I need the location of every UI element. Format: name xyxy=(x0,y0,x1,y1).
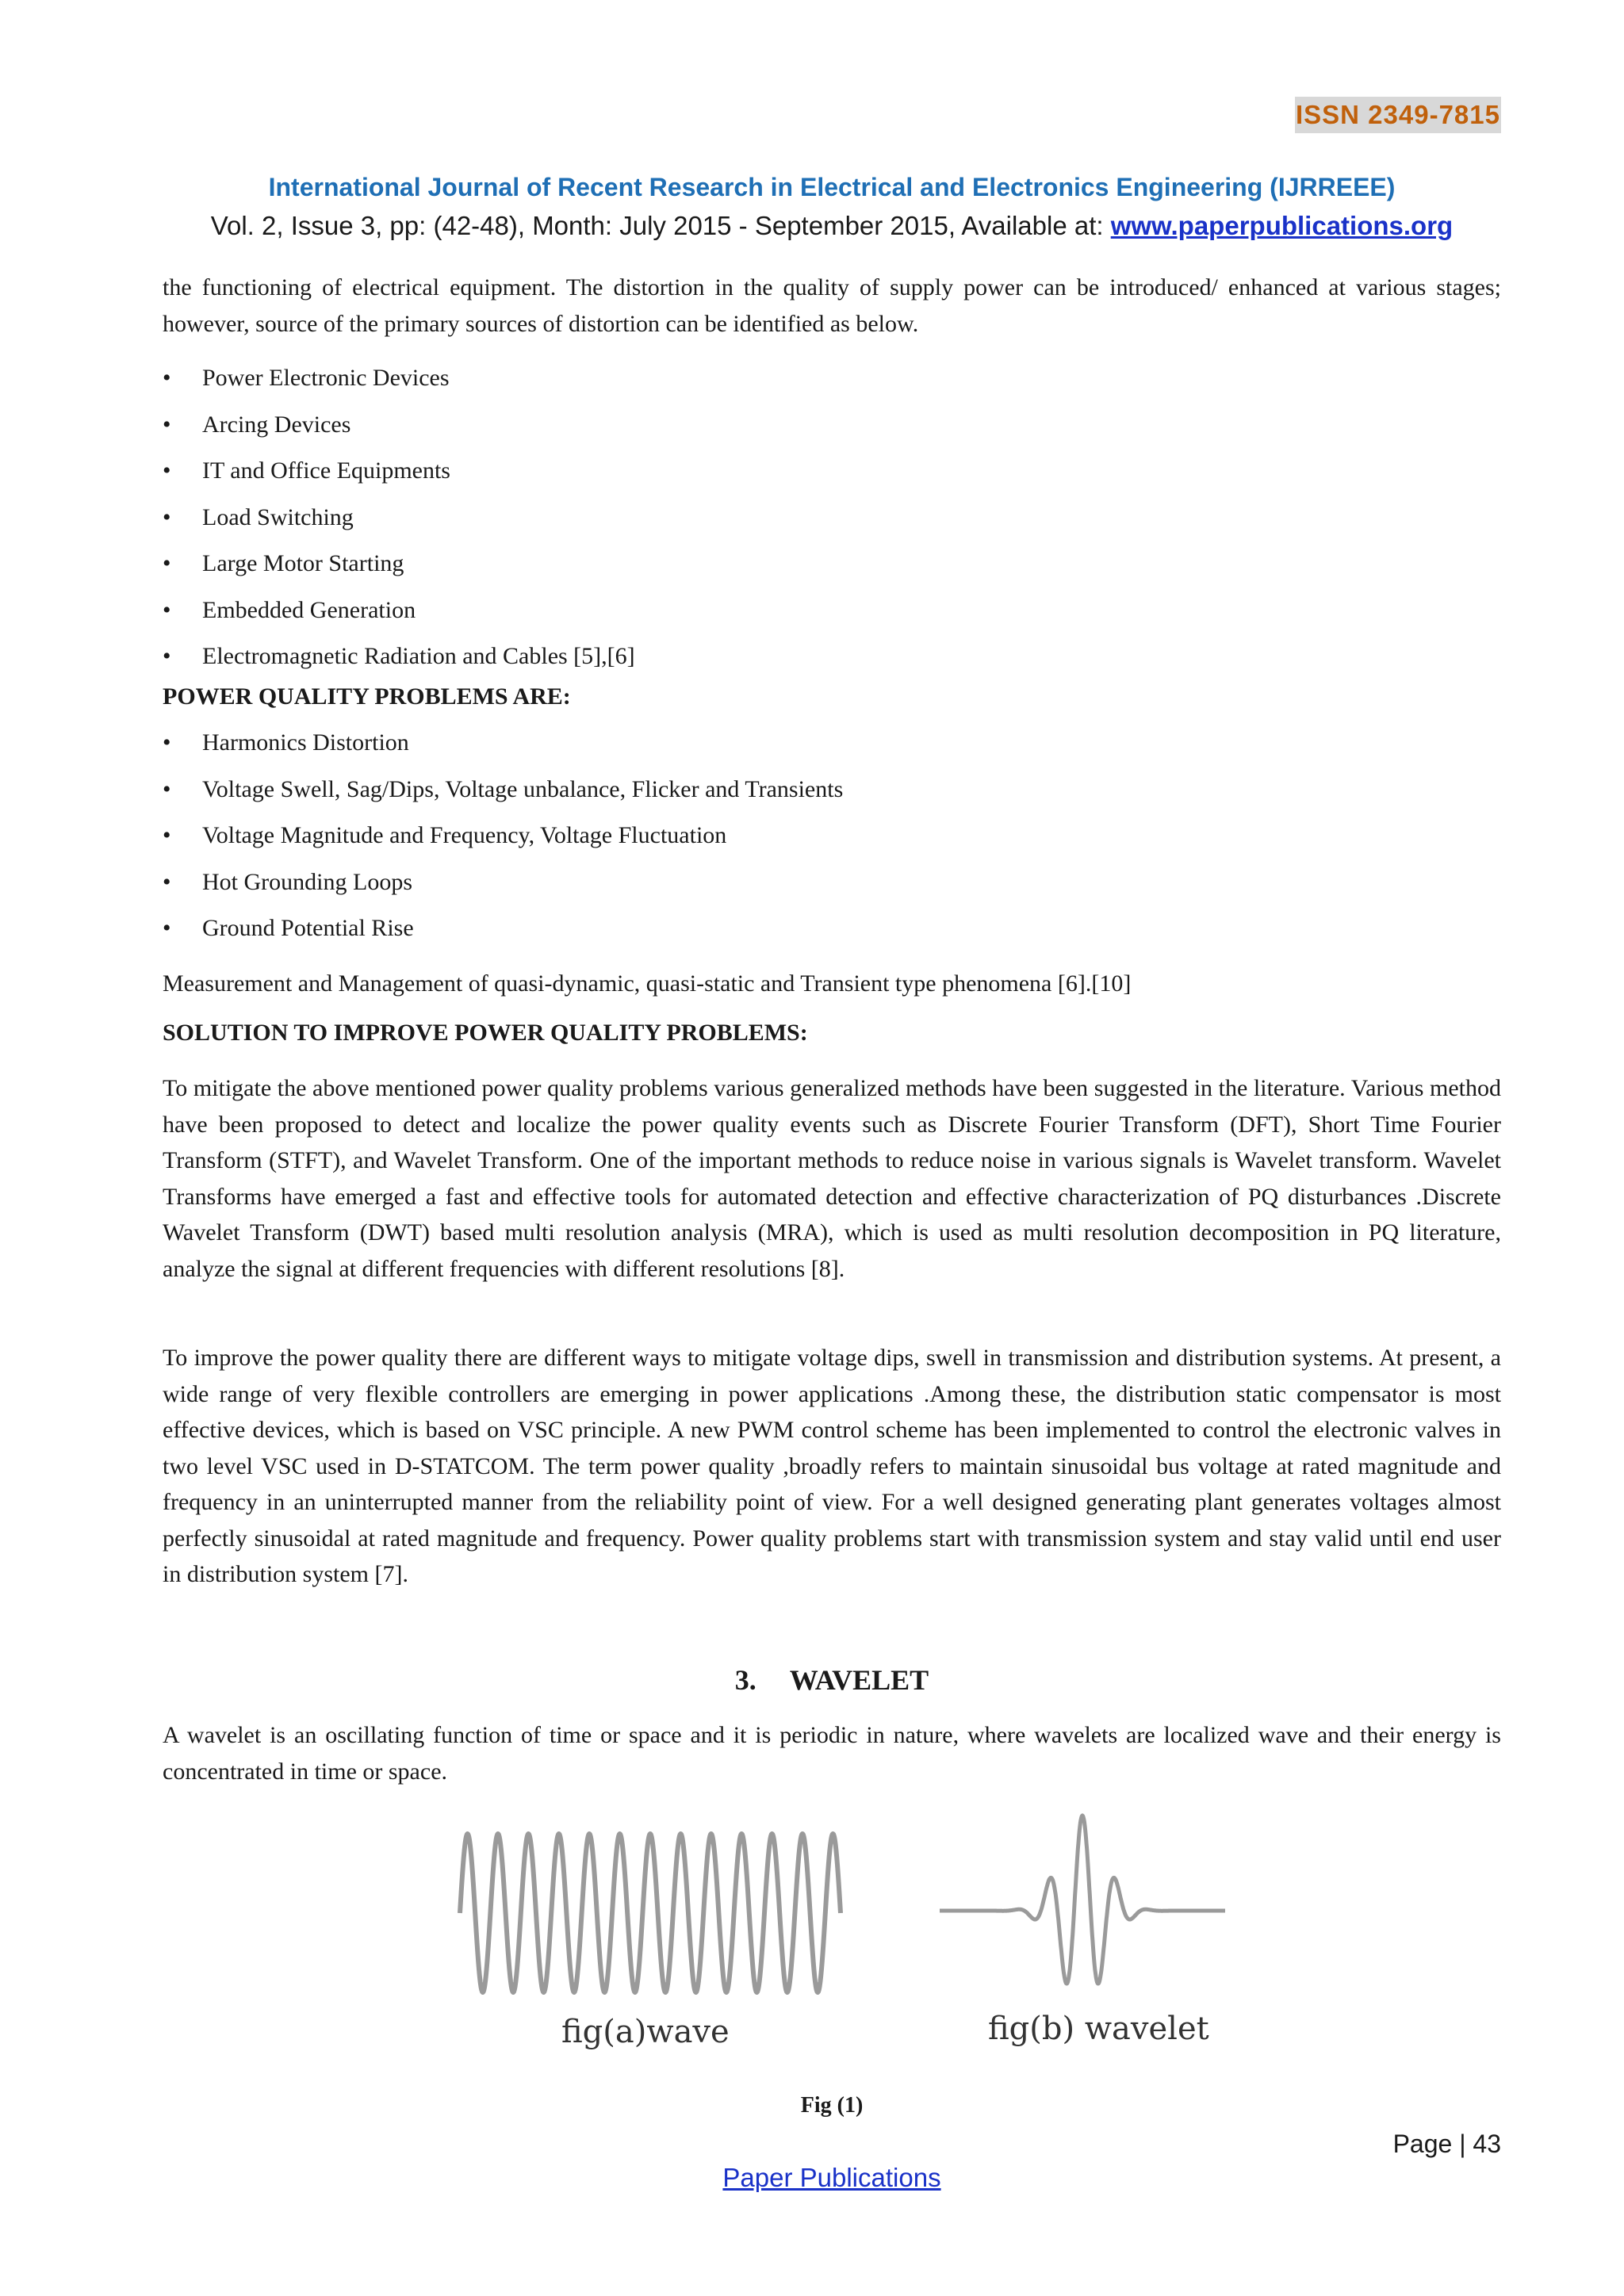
wavelet-curve xyxy=(940,1816,1225,1984)
section-title: WAVELET xyxy=(789,1664,929,1696)
solution-heading: SOLUTION TO IMPROVE POWER QUALITY PROBLEMS: xyxy=(163,1020,808,1046)
volume-info-text: Vol. 2, Issue 3, pp: (42-48), Month: July 2015 - September 2015, Available at: xyxy=(210,211,1111,240)
distortion-sources-list xyxy=(163,360,635,685)
figure-wave-image xyxy=(452,1822,848,2004)
publisher-link[interactable]: Paper Publications xyxy=(722,2163,941,2192)
footer-publisher xyxy=(0,2163,1624,2193)
power-quality-problems-list xyxy=(163,725,843,957)
solution-paragraph-2: To improve the power quality there are different ways to mitigate voltage dips, swell in transmission and distribution systems. At present, a wide range of very flexible controllers are emerging in power applications .Among these, the distribution static compensator is most effective devices, which is based on VSC principle. A new PWM control scheme has been implemented to control the electronic valves in two level VSC used in D-STATCOM. The term power quality ,broadly refers to maintain sinusoidal bus voltage at rated magnitude and frequency in an uninterrupted manner from the reliability point of view. For a well designed generating plant generates voltages almost perfectly sinusoidal at rated magnitude and frequency. Power quality problems start with transmission system and stay valid until end user in distribution system [7]. xyxy=(163,1345,1501,1587)
journal-website-link[interactable]: www.paperpublications.org xyxy=(1110,211,1454,240)
figure-caption-b: fig(b) wavelet xyxy=(988,2011,1209,2047)
list-item: • Harmonics Distortion xyxy=(163,725,843,771)
section-heading-wavelet xyxy=(0,1663,1624,1697)
list-item: • Voltage Swell, Sag/Dips, Voltage unbalance, Flicker and Transients xyxy=(163,771,843,818)
list-item: • Power Electronic Devices xyxy=(163,360,635,407)
intro-paragraph: the functioning of electrical equipment. The distortion in the quality of supply power can be introduced/ enhanced at various stages; however, source of the primary sources of distortion can be identified as below. xyxy=(163,274,1501,337)
page-number: Page | 43 xyxy=(1392,2130,1501,2158)
list-item: • Arcing Devices xyxy=(163,407,635,453)
problems-heading: POWER QUALITY PROBLEMS ARE: xyxy=(163,683,571,710)
measurement-text: Measurement and Management of quasi-dynamic, quasi-static and Transient type phenomena [6].[10] xyxy=(163,970,1132,997)
figure-wavelet-image xyxy=(936,1808,1229,2014)
issn-badge: ISSN 2349-7815 xyxy=(1295,97,1501,133)
journal-title: International Journal of Recent Research in Electrical and Electronics Engineering (IJRREEE) xyxy=(268,173,1396,201)
list-item: • Embedded Generation xyxy=(163,592,635,639)
list-item: • Ground Potential Rise xyxy=(163,910,843,957)
wavelet-paragraph: A wavelet is an oscillating function of time or space and it is periodic in nature, where wavelets are localized wave and their energy is concentrated in time or space. xyxy=(163,1722,1501,1785)
list-item: • Voltage Magnitude and Frequency, Voltage Fluctuation xyxy=(163,817,843,864)
figure-caption-a: fig(a)wave xyxy=(561,2014,730,2050)
list-item: • Large Motor Starting xyxy=(163,545,635,592)
list-item: • Load Switching xyxy=(163,499,635,546)
list-item: • Electromagnetic Radiation and Cables [5],[6] xyxy=(163,638,635,685)
wave-curve xyxy=(460,1834,841,1992)
list-item: • IT and Office Equipments xyxy=(163,453,635,499)
list-item: • Hot Grounding Loops xyxy=(163,864,843,911)
solution-paragraph-1: To mitigate the above mentioned power quality problems various generalized methods have been suggested in the literature. Various method have been proposed to detect and localize the power quality events such as Discrete Fourier Transform (DFT), Short Time Fourier Transform (STFT), and Wavelet Transform. One of the important methods to reduce noise in various signals is Wavelet transform. Wavelet Transforms have emerged a fast and effective tools for automated detection and effective characterization of PQ disturbances .Discrete Wavelet Transform (DWT) based multi resolution analysis (MRA), which is used as multi resolution decomposition in PQ literature, analyze the signal at different frequencies with different resolutions [8]. xyxy=(163,1075,1501,1282)
journal-volume-info xyxy=(0,211,1624,241)
figure-label: Fig (1) xyxy=(800,2093,864,2118)
section-number: 3. xyxy=(734,1664,756,1696)
